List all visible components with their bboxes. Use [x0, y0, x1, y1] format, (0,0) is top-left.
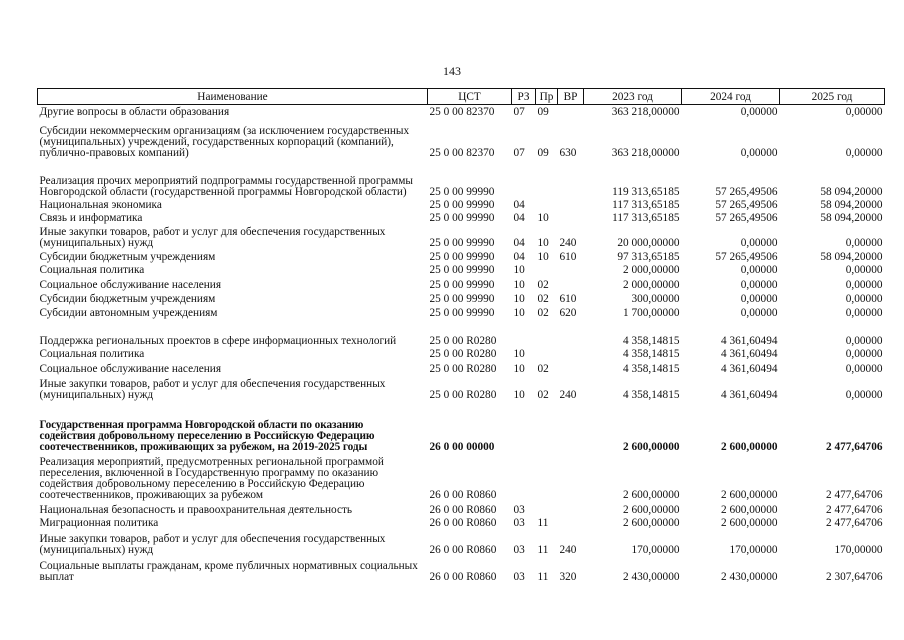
- cell-rz: 10: [513, 388, 525, 401]
- cell-2024: 2 600,00000: [721, 503, 778, 516]
- cell-rz: 10: [513, 306, 525, 319]
- cell-2024: 4 361,60494: [721, 334, 778, 347]
- cell-pr: [536, 347, 558, 360]
- cell-vr: [558, 263, 584, 276]
- table-row: [38, 159, 885, 198]
- cell-cst: 25 0 00 R0280: [429, 347, 497, 360]
- cell-vr: 240: [559, 543, 577, 556]
- cell-2025: 0,00000: [845, 347, 883, 360]
- cell-pr: [536, 501, 558, 516]
- header-2023: 2023 год: [584, 89, 682, 105]
- cell-rz: 03: [513, 516, 525, 529]
- cell-vr: 240: [559, 388, 577, 401]
- cell-pr: 02: [537, 388, 549, 401]
- cell-cst: 25 0 00 99990: [429, 211, 495, 224]
- cell-2023: 2 600,00000: [623, 440, 680, 453]
- table-row: [38, 516, 885, 529]
- table-row: [38, 224, 885, 249]
- cell-2025: 0,00000: [845, 292, 883, 305]
- header-vr: ВР: [558, 89, 584, 105]
- cell-2024: 57 265,49506: [715, 211, 778, 224]
- cell-rz: [512, 159, 536, 198]
- cell-name: Государственная программа Новгородской области по оказанию содействия добровольному переселению в Российскую Федерацию соотечественников, проживающих за рубежом, на 2019-2025 годы: [39, 418, 375, 453]
- cell-2024: 4 361,60494: [721, 347, 778, 360]
- cell-vr: [558, 319, 584, 347]
- cell-2023: 363 218,00000: [611, 105, 680, 118]
- cell-2024: 0,00000: [740, 263, 778, 276]
- table-row: [38, 529, 885, 556]
- cell-pr: [536, 453, 558, 501]
- table-row: [38, 263, 885, 276]
- cell-name: Другие вопросы в области образования: [39, 105, 230, 118]
- cell-cst: 26 0 00 00000: [429, 440, 495, 453]
- cell-rz: 03: [513, 570, 525, 583]
- table-header-row: [38, 89, 885, 105]
- cell-pr: [536, 198, 558, 211]
- cell-vr: [558, 105, 584, 118]
- cell-pr: 11: [537, 516, 549, 529]
- table-row: [38, 401, 885, 453]
- cell-2023: 170,00000: [631, 543, 680, 556]
- cell-2025: 2 307,64706: [826, 570, 883, 583]
- cell-name: Иные закупки товаров, работ и услуг для обеспечения государственных (муниципальных) нужд: [39, 377, 386, 401]
- cell-pr: 02: [537, 292, 549, 305]
- cell-pr: 11: [537, 543, 549, 556]
- cell-name: Субсидии бюджетным учреждениям: [39, 250, 216, 263]
- cell-2025: 0,00000: [845, 306, 883, 319]
- cell-vr: [558, 401, 584, 453]
- cell-2024: 57 265,49506: [715, 185, 778, 198]
- cell-rz: 10: [513, 347, 525, 360]
- table-row: [38, 501, 885, 516]
- cell-2024: 170,00000: [729, 543, 778, 556]
- cell-name: Национальная экономика: [39, 198, 162, 211]
- cell-2024: 57 265,49506: [715, 250, 778, 263]
- cell-cst: 25 0 00 99990: [429, 278, 495, 291]
- table-row: [38, 305, 885, 319]
- cell-vr: [558, 516, 584, 529]
- cell-cst: 26 0 00 R0860: [429, 516, 497, 529]
- cell-name: Социальная политика: [39, 263, 145, 276]
- table-body: [38, 105, 885, 583]
- cell-rz: 04: [513, 198, 525, 211]
- cell-vr: 240: [559, 236, 577, 249]
- cell-2025: 0,00000: [845, 334, 883, 347]
- cell-2024: 57 265,49506: [715, 198, 778, 211]
- cell-2023: 117 313,65185: [612, 198, 680, 211]
- cell-rz: [512, 453, 536, 501]
- cell-vr: [558, 501, 584, 516]
- cell-rz: 04: [513, 211, 525, 224]
- cell-2023: 2 000,00000: [623, 278, 680, 291]
- cell-vr: [558, 159, 584, 198]
- cell-name: Субсидии автономным учреждениям: [39, 306, 218, 319]
- cell-cst: 25 0 00 99990: [429, 250, 495, 263]
- cell-2025: 58 094,20000: [820, 211, 883, 224]
- cell-2025: 0,00000: [845, 362, 883, 375]
- cell-rz: 04: [513, 250, 525, 263]
- cell-rz: [512, 401, 536, 453]
- cell-rz: 07: [513, 105, 525, 118]
- cell-vr: [558, 347, 584, 360]
- cell-cst: 25 0 00 R0280: [429, 388, 497, 401]
- table-row: [38, 198, 885, 211]
- cell-pr: 02: [537, 306, 549, 319]
- cell-name: Социальное обслуживание населения: [39, 362, 222, 375]
- header-name: Наименование: [38, 89, 428, 105]
- cell-2025: 2 477,64706: [826, 516, 883, 529]
- cell-2024: 0,00000: [740, 292, 778, 305]
- cell-pr: [536, 319, 558, 347]
- cell-2025: 2 477,64706: [826, 440, 883, 453]
- cell-cst: 25 0 00 99990: [429, 263, 495, 276]
- cell-2025: 0,00000: [845, 236, 883, 249]
- cell-vr: [558, 276, 584, 291]
- cell-2024: 0,00000: [740, 306, 778, 319]
- table-row: [38, 453, 885, 501]
- cell-cst: 25 0 00 99990: [429, 306, 495, 319]
- table-row: [38, 556, 885, 583]
- cell-2023: 300,00000: [631, 292, 680, 305]
- cell-2025: 58 094,20000: [820, 198, 883, 211]
- cell-pr: [536, 263, 558, 276]
- cell-pr: 09: [537, 105, 549, 118]
- cell-vr: 610: [559, 250, 577, 263]
- cell-name: Субсидии бюджетным учреждениям: [39, 292, 216, 305]
- cell-2023: 97 313,65185: [617, 250, 680, 263]
- table-row: [38, 276, 885, 291]
- cell-2025: 0,00000: [845, 388, 883, 401]
- cell-vr: 320: [559, 570, 577, 583]
- cell-rz: 10: [513, 292, 525, 305]
- cell-rz: 04: [513, 236, 525, 249]
- cell-pr: [536, 159, 558, 198]
- cell-name: Поддержка региональных проектов в сфере информационных технологий: [39, 334, 397, 347]
- cell-2023: 117 313,65185: [612, 211, 680, 224]
- cell-2025: 170,00000: [834, 543, 883, 556]
- cell-2023: 4 358,14815: [623, 334, 680, 347]
- cell-2025: 2 477,64706: [826, 503, 883, 516]
- cell-rz: 03: [513, 503, 525, 516]
- cell-2023: 2 600,00000: [623, 516, 680, 529]
- cell-2023: 4 358,14815: [623, 388, 680, 401]
- header-2024: 2024 год: [682, 89, 780, 105]
- cell-2025: 58 094,20000: [820, 185, 883, 198]
- cell-2024: 2 430,00000: [721, 570, 778, 583]
- cell-vr: 610: [559, 292, 577, 305]
- cell-name: Миграционная политика: [39, 516, 159, 529]
- cell-name: Реализация прочих мероприятий подпрограммы государственной программы Новгородской области (государственной программы Новгородской области): [39, 174, 413, 198]
- cell-pr: [536, 401, 558, 453]
- cell-2025: 0,00000: [845, 105, 883, 118]
- cell-2023: 1 700,00000: [623, 306, 680, 319]
- table-row: [38, 249, 885, 263]
- cell-2025: 0,00000: [845, 146, 883, 159]
- cell-2024: 0,00000: [740, 105, 778, 118]
- cell-2023: 2 000,00000: [623, 263, 680, 276]
- cell-name: Иные закупки товаров, работ и услуг для обеспечения государственных (муниципальных) нужд: [39, 532, 386, 556]
- cell-name: Иные закупки товаров, работ и услуг для обеспечения государственных (муниципальных) нужд: [39, 225, 386, 249]
- cell-rz: 10: [513, 362, 525, 375]
- table-row: [38, 118, 885, 159]
- cell-name: Социальное обслуживание населения: [39, 278, 222, 291]
- header-pr: Пр: [536, 89, 558, 105]
- cell-cst: 26 0 00 R0860: [429, 488, 497, 501]
- cell-name: Реализация мероприятий, предусмотренных региональной программой переселения, включенной в Государственную программу по оказанию содействия добровольному переселению в Российскую Федерацию соотечественников, проживающих за рубежом: [39, 455, 384, 501]
- cell-2024: 2 600,00000: [721, 516, 778, 529]
- cell-name: Связь и информатика: [39, 211, 143, 224]
- cell-cst: 25 0 00 99990: [429, 292, 495, 305]
- cell-2024: 0,00000: [740, 278, 778, 291]
- cell-2024: 0,00000: [740, 236, 778, 249]
- cell-vr: [558, 453, 584, 501]
- table-row: [38, 360, 885, 375]
- cell-2025: 58 094,20000: [820, 250, 883, 263]
- cell-pr: 09: [537, 146, 549, 159]
- cell-vr: [558, 198, 584, 211]
- cell-rz: [512, 319, 536, 347]
- cell-2024: 4 361,60494: [721, 362, 778, 375]
- cell-2025: 0,00000: [845, 263, 883, 276]
- cell-pr: 10: [537, 236, 549, 249]
- cell-cst: 25 0 00 R0280: [429, 362, 497, 375]
- cell-2024: 0,00000: [740, 146, 778, 159]
- cell-rz: 10: [513, 263, 525, 276]
- cell-cst: 26 0 00 R0860: [429, 543, 497, 556]
- cell-2024: 2 600,00000: [721, 440, 778, 453]
- cell-rz: 03: [513, 543, 525, 556]
- table-row: [38, 319, 885, 347]
- cell-name: Социальная политика: [39, 347, 145, 360]
- header-2025: 2025 год: [780, 89, 885, 105]
- cell-2023: 4 358,14815: [623, 362, 680, 375]
- cell-2024: 2 600,00000: [721, 488, 778, 501]
- cell-vr: [558, 211, 584, 224]
- cell-2023: 2 600,00000: [623, 503, 680, 516]
- cell-cst: 25 0 00 82370: [429, 146, 495, 159]
- cell-name: Субсидии некоммерческим организациям (за исключением государственных (муниципальных) учреждений, государственных корпораций (компаний), публично-правовых компаний): [39, 124, 410, 159]
- cell-2023: 20 000,00000: [617, 236, 680, 249]
- header-cst: ЦСТ: [428, 89, 512, 105]
- cell-2023: 4 358,14815: [623, 347, 680, 360]
- cell-name: Национальная безопасность и правоохранительная деятельность: [39, 503, 353, 516]
- table-row: [38, 105, 885, 118]
- cell-cst: 25 0 00 99990: [429, 185, 495, 198]
- table-row: [38, 211, 885, 224]
- cell-cst: 25 0 00 82370: [429, 105, 495, 118]
- cell-cst: 25 0 00 99990: [429, 198, 495, 211]
- cell-vr: 630: [559, 146, 577, 159]
- cell-2023: 363 218,00000: [611, 146, 680, 159]
- cell-cst: 26 0 00 R0860: [429, 503, 497, 516]
- cell-name: Социальные выплаты гражданам, кроме публичных нормативных социальных выплат: [39, 559, 418, 583]
- cell-2025: 2 477,64706: [826, 488, 883, 501]
- cell-cst: 26 0 00 R0860: [429, 570, 497, 583]
- cell-vr: 620: [559, 306, 577, 319]
- table-row: [38, 347, 885, 360]
- cell-2025: 0,00000: [845, 278, 883, 291]
- cell-vr: [558, 360, 584, 375]
- cell-rz: 07: [513, 146, 525, 159]
- cell-pr: 10: [537, 211, 549, 224]
- cell-cst: 25 0 00 R0280: [429, 334, 497, 347]
- table-row: [38, 291, 885, 305]
- cell-pr: 11: [537, 570, 549, 583]
- cell-2023: 2 600,00000: [623, 488, 680, 501]
- budget-table: [37, 88, 885, 583]
- table-row: [38, 375, 885, 401]
- cell-2023: 2 430,00000: [623, 570, 680, 583]
- cell-pr: 02: [537, 362, 549, 375]
- cell-pr: 10: [537, 250, 549, 263]
- page-number: 143: [443, 64, 461, 78]
- cell-2023: 119 313,65185: [612, 185, 680, 198]
- cell-2024: 4 361,60494: [721, 388, 778, 401]
- cell-pr: 02: [537, 278, 549, 291]
- header-rz: РЗ: [512, 89, 536, 105]
- cell-rz: 10: [513, 278, 525, 291]
- cell-cst: 25 0 00 99990: [429, 236, 495, 249]
